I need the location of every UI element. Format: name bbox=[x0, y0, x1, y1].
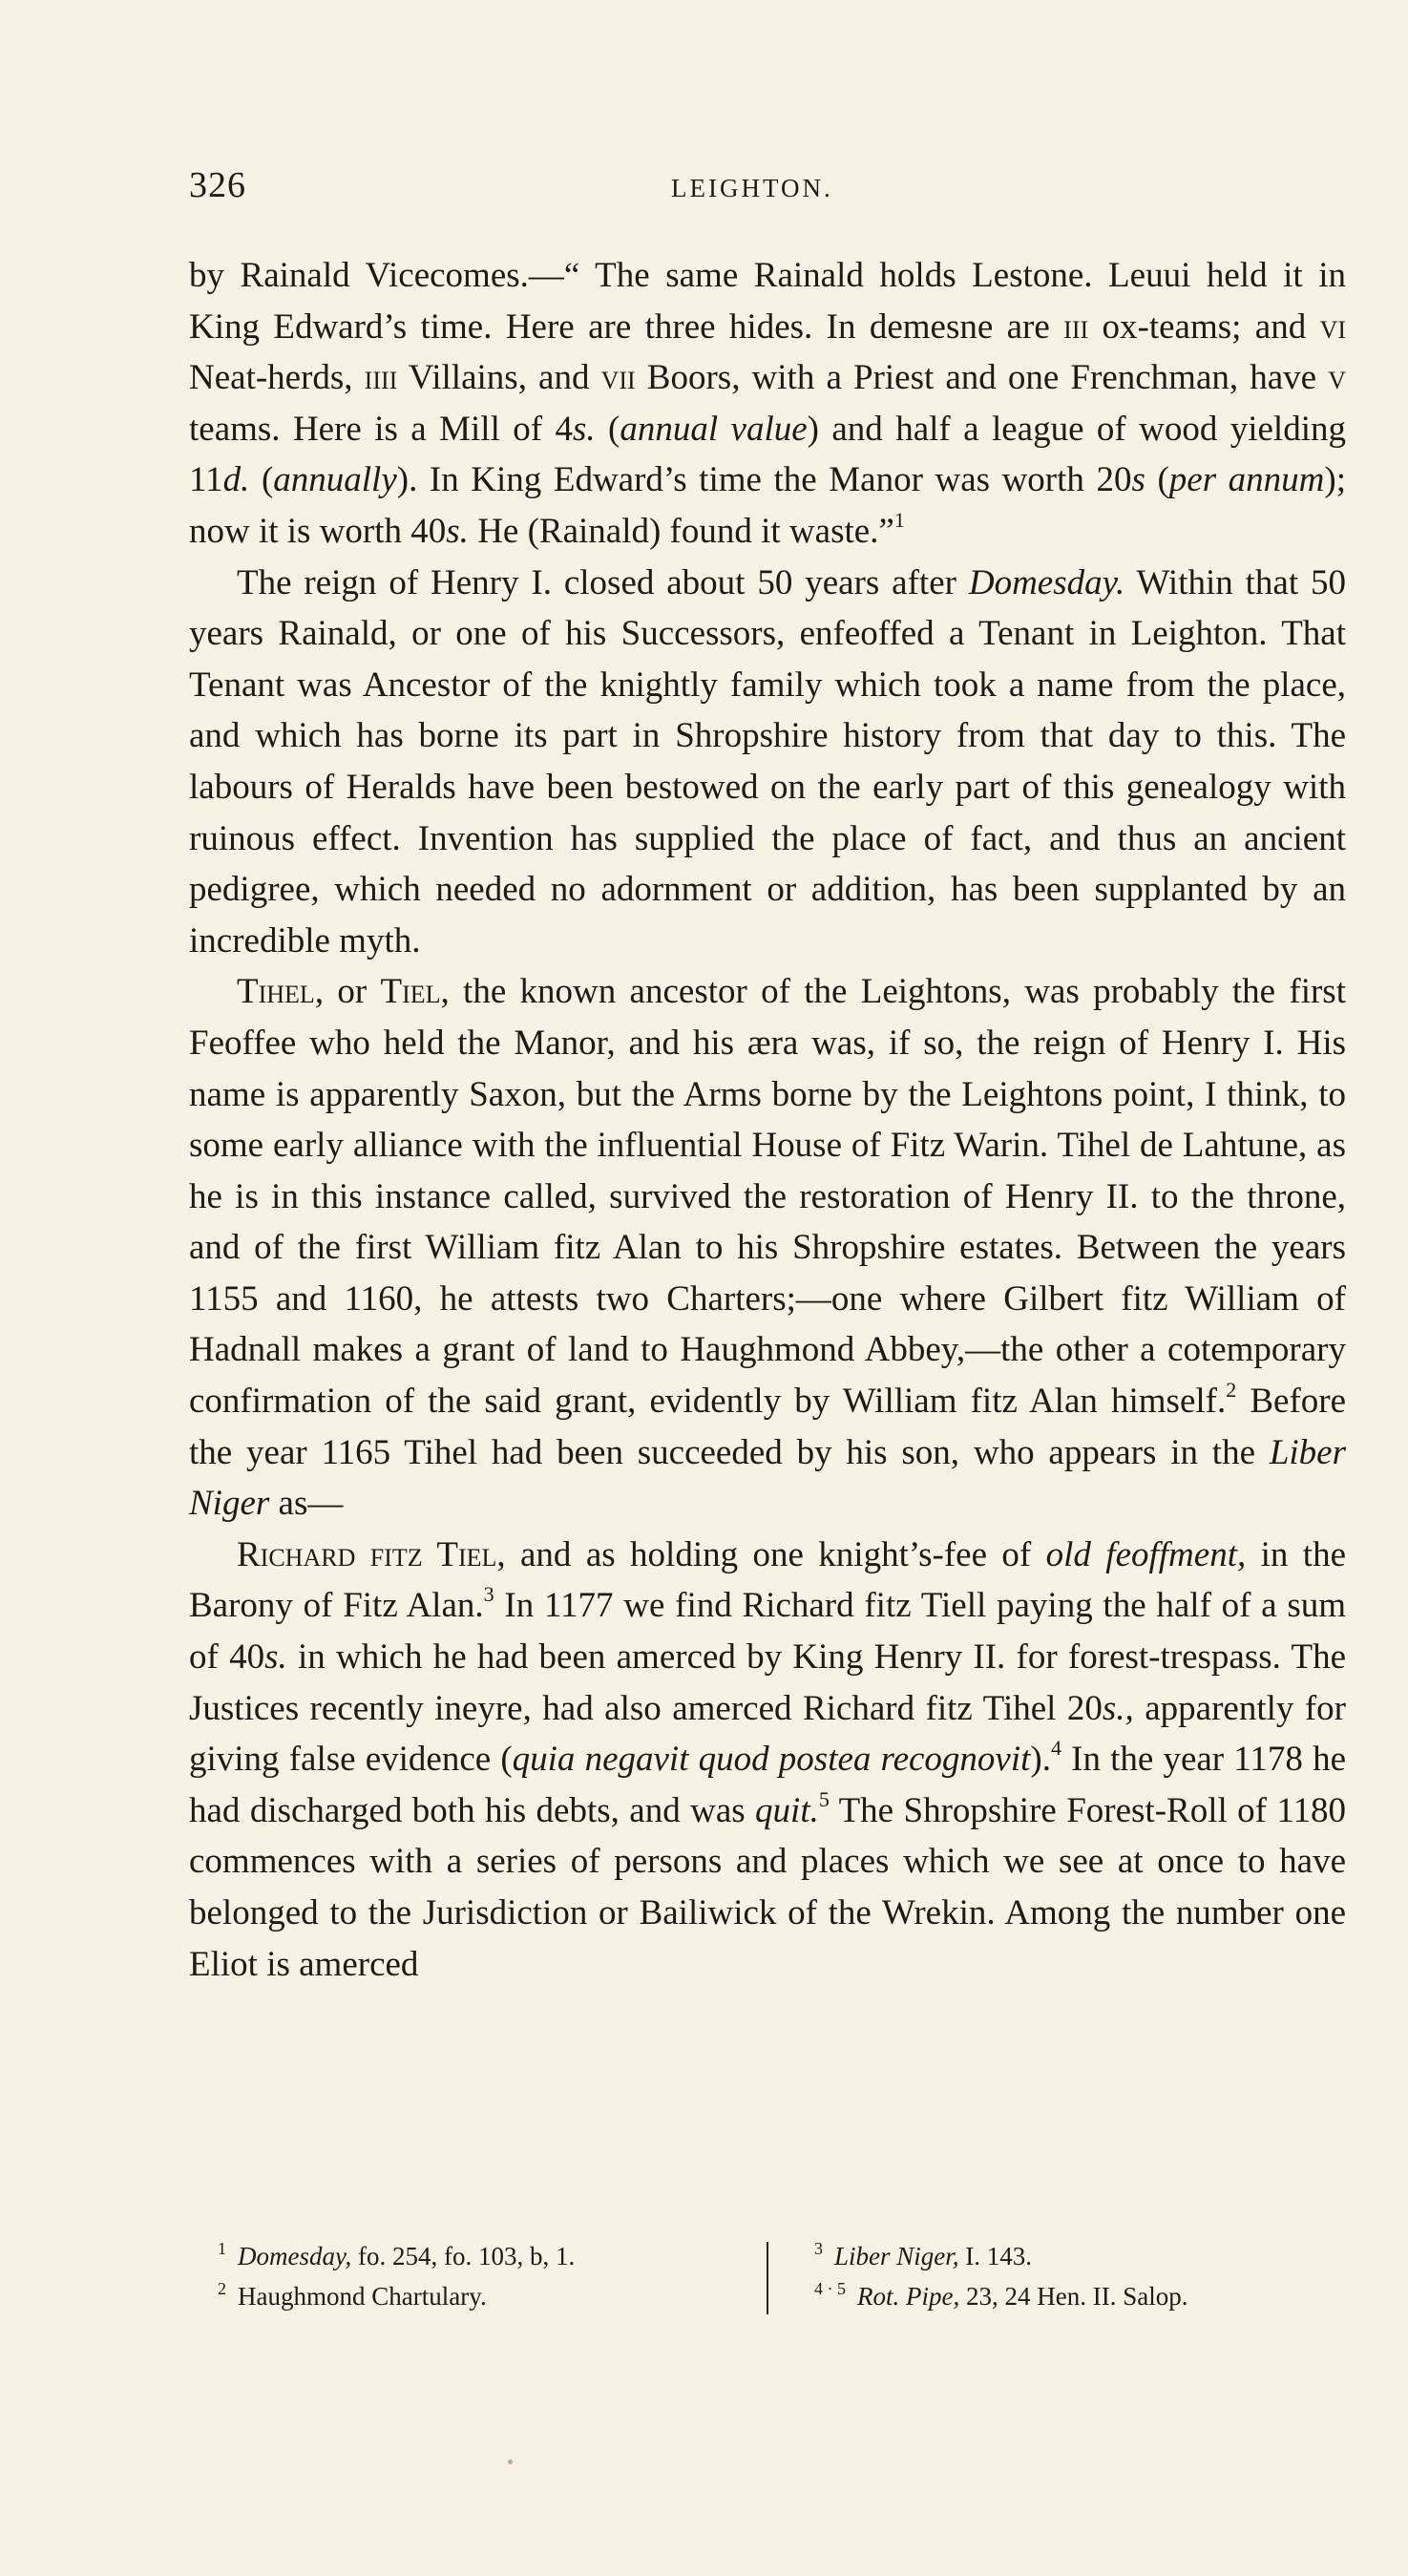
small-caps-text: vi bbox=[1319, 306, 1346, 347]
small-caps-text: Richard fitz Tiel bbox=[237, 1534, 497, 1574]
text-run: In 1177 we find Richard fitz Tiell paying the half of a sum of 40 bbox=[189, 1586, 1346, 1678]
italic-text: s bbox=[1131, 460, 1145, 500]
small-caps-text: iii bbox=[1063, 306, 1089, 347]
footnote-mark: 1 bbox=[218, 2239, 226, 2258]
italic-text: Liber Niger, bbox=[834, 2242, 959, 2270]
text-run: He (Rainald) found it waste.” bbox=[468, 511, 894, 551]
text-run: Before the year 1165 Tihel had been succeeded by his son, who appears in the bbox=[189, 1382, 1347, 1472]
small-caps-text: Tiel bbox=[380, 972, 441, 1012]
footnote-divider bbox=[767, 2242, 768, 2314]
small-caps-text: v bbox=[1328, 358, 1346, 398]
footnote bbox=[814, 2236, 1349, 2276]
text-run: Boors, with a Priest and one Frenchman, have bbox=[635, 358, 1329, 398]
text-run: ( bbox=[1145, 460, 1169, 500]
footnote-mark: 4 · 5 bbox=[814, 2279, 846, 2298]
text-run: In the year 1178 he had discharged both his debts, and was bbox=[189, 1740, 1346, 1830]
footnotes bbox=[189, 2236, 1346, 2332]
text-run: ); now it is worth 40 bbox=[189, 460, 1346, 551]
italic-text: per annum bbox=[1168, 460, 1325, 500]
text-run: Neat-herds, bbox=[189, 358, 365, 398]
text-run: ( bbox=[595, 409, 620, 449]
italic-text: s. bbox=[446, 511, 469, 551]
italic-text: Domesday, bbox=[238, 2242, 352, 2270]
text-run: ). bbox=[1030, 1740, 1051, 1780]
text-run: fo. 254, fo. 103, b, 1. bbox=[351, 2242, 576, 2270]
body-text bbox=[189, 250, 1346, 1990]
paragraph bbox=[189, 966, 1346, 1530]
italic-text: annually bbox=[273, 460, 397, 500]
text-run: , the known ancestor of the Leightons, was probably the first Feoffee who held the Manor, and his æra was, if so, the reign of Henry I. His name is apparently Saxon, but the Arms borne by the Leightons point, I think, to some early alliance with the influential House of Fitz Warin. Tihel de Lahtune, as he is in this instance called, survived the restoration of Henry II. to the throne, and of the first William fitz Alan to his Shropshire estates. Between the years 1155 and 1160, he attests two Charters;—one where Gilbert fitz William of Hadnall makes a grant of land to Haughmond Abbey,—the other a cotemporary confirmation of the said grant, evidently by William fitz Alan himself. bbox=[189, 972, 1346, 1422]
text-run: ) and half a league of wood yielding 11 bbox=[189, 409, 1346, 500]
text-run: , or bbox=[314, 972, 381, 1012]
text-run: in the Barony of Fitz Alan. bbox=[189, 1534, 1346, 1626]
italic-text: s. bbox=[264, 1637, 287, 1678]
text-run: as— bbox=[269, 1484, 344, 1524]
text-run: 23, 24 Hen. II. Salop. bbox=[959, 2282, 1188, 2311]
text-run: Villains, and bbox=[397, 358, 601, 398]
italic-text: Domesday. bbox=[968, 562, 1125, 602]
text-run: I. 143. bbox=[958, 2242, 1033, 2270]
page-header bbox=[189, 164, 1346, 212]
footnote-reference: 4 bbox=[1050, 1736, 1061, 1761]
paper-speck bbox=[508, 2460, 513, 2464]
paragraph bbox=[189, 250, 1346, 558]
text-run: ). In King Edward’s time the Manor was worth 20 bbox=[396, 460, 1132, 500]
italic-text: Rot. Pipe, bbox=[857, 2282, 960, 2311]
text-run: Haughmond Chartulary. bbox=[238, 2282, 487, 2311]
text-run: ox-teams; and bbox=[1088, 306, 1320, 347]
paragraph bbox=[189, 1530, 1346, 1990]
italic-text: Liber Niger bbox=[189, 1432, 1346, 1524]
footnote-reference: 2 bbox=[1226, 1378, 1237, 1403]
footnote-reference: 1 bbox=[893, 507, 905, 532]
italic-text: old feoffment, bbox=[1045, 1534, 1247, 1574]
footnote-mark: 3 bbox=[814, 2239, 823, 2258]
paragraph bbox=[189, 558, 1346, 967]
footnotes-right-column bbox=[814, 2236, 1349, 2316]
text-run: by Rainald Vicecomes.—“ The same Rainald holds Lestone. Leuui held it in King Edward’s time. Here are three hides. In demesne are bbox=[189, 256, 1346, 347]
footnote-reference: 5 bbox=[818, 1786, 830, 1811]
text-run: teams. Here is a Mill of 4 bbox=[189, 409, 573, 449]
italic-text: s. bbox=[572, 409, 596, 449]
text-run: The reign of Henry I. closed about 50 years after bbox=[237, 562, 969, 602]
italic-text: annual value bbox=[620, 409, 808, 449]
italic-text: quit. bbox=[755, 1790, 819, 1830]
text-run: , and as holding one knight’s-fee of bbox=[496, 1534, 1046, 1574]
italic-text: d. bbox=[222, 460, 250, 500]
small-caps-text: iiii bbox=[364, 358, 398, 398]
text-run: in which he had been amerced by King Henry II. for forest-trespass. The Justices recently ineyre, had also amerced Richard fitz Tihel 20 bbox=[189, 1637, 1346, 1728]
text-run: ( bbox=[249, 460, 274, 500]
running-head: LEIGHTON. bbox=[671, 174, 833, 202]
footnote-reference: 3 bbox=[483, 1582, 494, 1607]
text-run: The Shropshire Forest-Roll of 1180 commences with a series of persons and places which we see at once to have belonged to the Jurisdiction or Bailiwick of the Wrekin. Among the number one Eliot is amerced bbox=[189, 1790, 1347, 1984]
page-number: 326 bbox=[189, 165, 246, 205]
italic-text: s., bbox=[1102, 1688, 1134, 1728]
small-caps-text: vii bbox=[600, 358, 636, 398]
footnote-mark: 2 bbox=[218, 2279, 226, 2298]
text-run: apparently for giving false evidence ( bbox=[189, 1688, 1346, 1780]
footnote bbox=[814, 2276, 1349, 2316]
small-caps-text: Tihel bbox=[237, 972, 315, 1012]
italic-text: quia negavit quod postea recognovit bbox=[512, 1740, 1031, 1780]
text-run: Within that 50 years Rainald, or one of his Successors, enfeoffed a Tenant in Leighton. That Tenant was Ancestor of the knightly family which took a name from the place, and which has borne its part in Shropshire history from that day to this. The labours of Heralds have been bestowed on the early part of this genealogy with ruinous effect. Invention has supplied the place of fact, and thus an ancient pedigree, which needed no adornment or addition, has been supplanted by an incredible myth. bbox=[189, 562, 1347, 961]
